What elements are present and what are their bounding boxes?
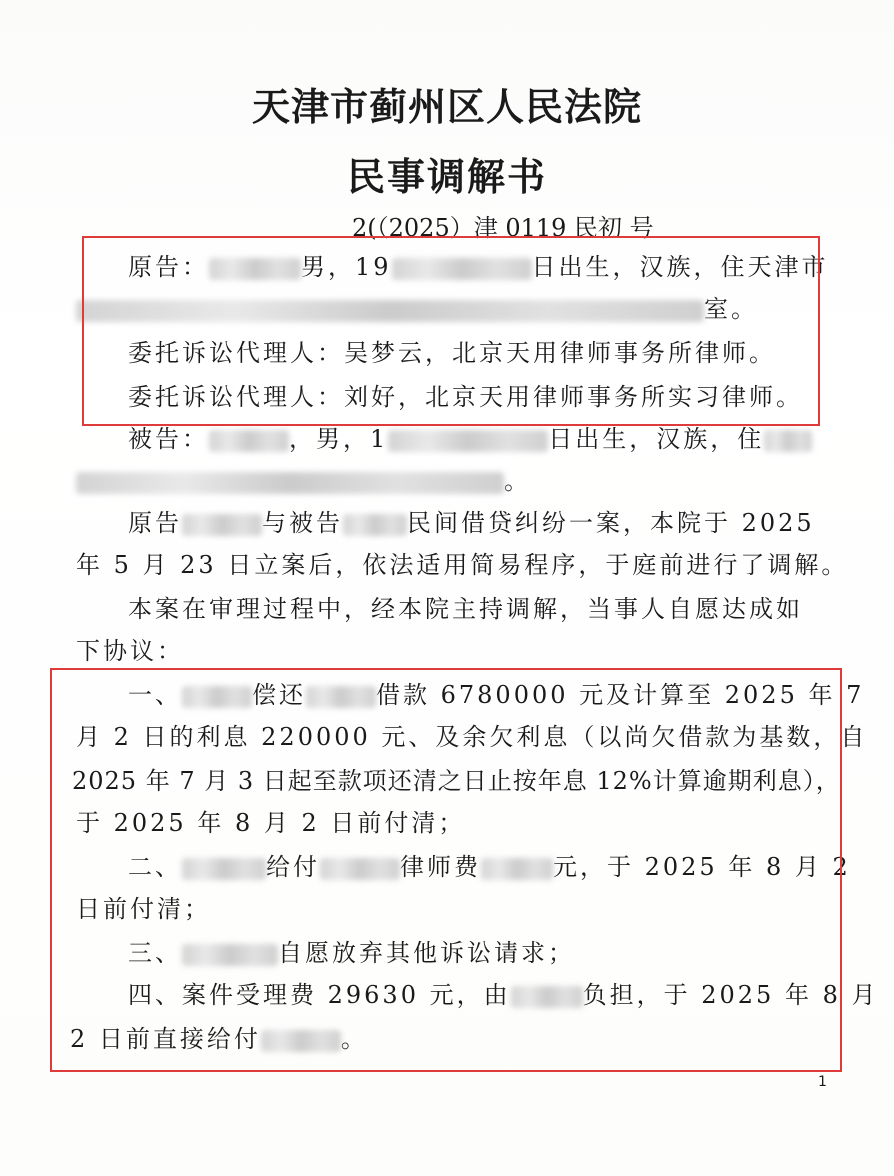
redacted-name xyxy=(511,986,583,1008)
plaintiff-address-end: 室。 xyxy=(704,295,758,323)
agent-2: 委托诉讼代理人：刘好，北京天用律师事务所实习律师。 xyxy=(128,383,803,411)
text: 给付 xyxy=(266,853,320,881)
agreement-item-4 xyxy=(128,980,878,1010)
agreement-item-1-line-2: 月 2 日的利息 220000 元、及余欠利息（以尚欠借款为基数，自 xyxy=(76,723,868,751)
redacted-name xyxy=(261,1030,341,1052)
text: 律师费 xyxy=(400,853,481,881)
redacted-name xyxy=(343,514,407,536)
defendant-gender: ，男，1 xyxy=(289,425,389,453)
body-paragraph-2-line-2: 下协议： xyxy=(76,637,184,665)
redacted-name xyxy=(182,686,252,708)
agreement-item-1-line-4: 于 2025 年 8 月 2 日前付清； xyxy=(76,809,466,837)
redacted-birthdate xyxy=(388,430,548,452)
redacted-name xyxy=(306,686,376,708)
text: 与被告 xyxy=(262,509,343,537)
case-number xyxy=(352,208,654,243)
case-number-text: 2(（2025）津 0119 民初 号 xyxy=(352,214,654,242)
page-number: 1 xyxy=(818,1074,827,1090)
redacted-name xyxy=(209,258,301,280)
defendant-line-2 xyxy=(76,466,531,496)
redacted-name xyxy=(182,514,262,536)
text: 自愿放弃其他诉讼请求； xyxy=(278,939,575,967)
defendant-address-end: 。 xyxy=(504,467,531,495)
text: 负担，于 2025 年 8 月 xyxy=(582,981,879,1009)
agreement-item-1-line-3: 2025 年 7 月 3 日起至款项还清之日止按年息 12%计算逾期利息）， xyxy=(72,767,841,795)
text: 元，于 2025 年 8 月 2 xyxy=(553,853,851,881)
text: 借款 6780000 元及计算至 2025 年 7 xyxy=(376,681,865,709)
text: 。 xyxy=(340,1025,368,1053)
redacted-address xyxy=(76,472,504,494)
agreement-item-2-line-2: 日前付清； xyxy=(76,895,211,923)
defendant-info: 日出生，汉族，住 xyxy=(548,425,765,453)
plaintiff-line-1 xyxy=(128,252,829,282)
body-paragraph-1-line-2: 年 5 月 23 日立案后，依法适用简易程序，于庭前进行了调解。 xyxy=(76,551,849,579)
agreement-item-3 xyxy=(128,938,575,968)
plaintiff-line-2 xyxy=(76,294,758,324)
agreement-item-4-line-2 xyxy=(70,1024,368,1054)
agreement-item-2 xyxy=(128,852,851,882)
body-paragraph-2: 本案在审理过程中，经本院主持调解，当事人自愿达成如 xyxy=(128,595,803,623)
redacted-name xyxy=(320,858,400,880)
text: 原告 xyxy=(128,509,182,537)
plaintiff-gender: 男，19 xyxy=(301,253,392,281)
text: 三、 xyxy=(128,939,182,967)
redacted-address xyxy=(76,300,704,322)
agreement-item-1 xyxy=(128,680,864,710)
text: 一、 xyxy=(128,681,182,709)
redacted-address xyxy=(764,430,812,452)
text: 2 日前直接给付 xyxy=(70,1025,261,1053)
redacted-amount xyxy=(481,858,553,880)
redacted-birthdate xyxy=(392,258,532,280)
text: 偿还 xyxy=(252,681,306,709)
body-paragraph-1 xyxy=(128,508,815,538)
text: 民间借贷纠纷一案，本院于 2025 xyxy=(407,509,815,537)
redacted-name xyxy=(209,430,289,452)
defendant-line-1 xyxy=(128,424,812,454)
redacted-name xyxy=(182,944,278,966)
plaintiff-label: 原告： xyxy=(128,253,209,281)
plaintiff-info: 日出生，汉族，住天津市 xyxy=(531,253,829,281)
defendant-label: 被告： xyxy=(128,425,209,453)
agent-1: 委托诉讼代理人：吴梦云，北京天用律师事务所律师。 xyxy=(128,339,776,367)
document-type-title: 民事调解书 xyxy=(346,154,547,199)
text: 四、案件受理费 29630 元，由 xyxy=(128,981,511,1009)
redacted-name xyxy=(182,858,266,880)
court-name: 天津市蓟州区人民法院 xyxy=(251,84,642,129)
text: 二、 xyxy=(128,853,182,881)
